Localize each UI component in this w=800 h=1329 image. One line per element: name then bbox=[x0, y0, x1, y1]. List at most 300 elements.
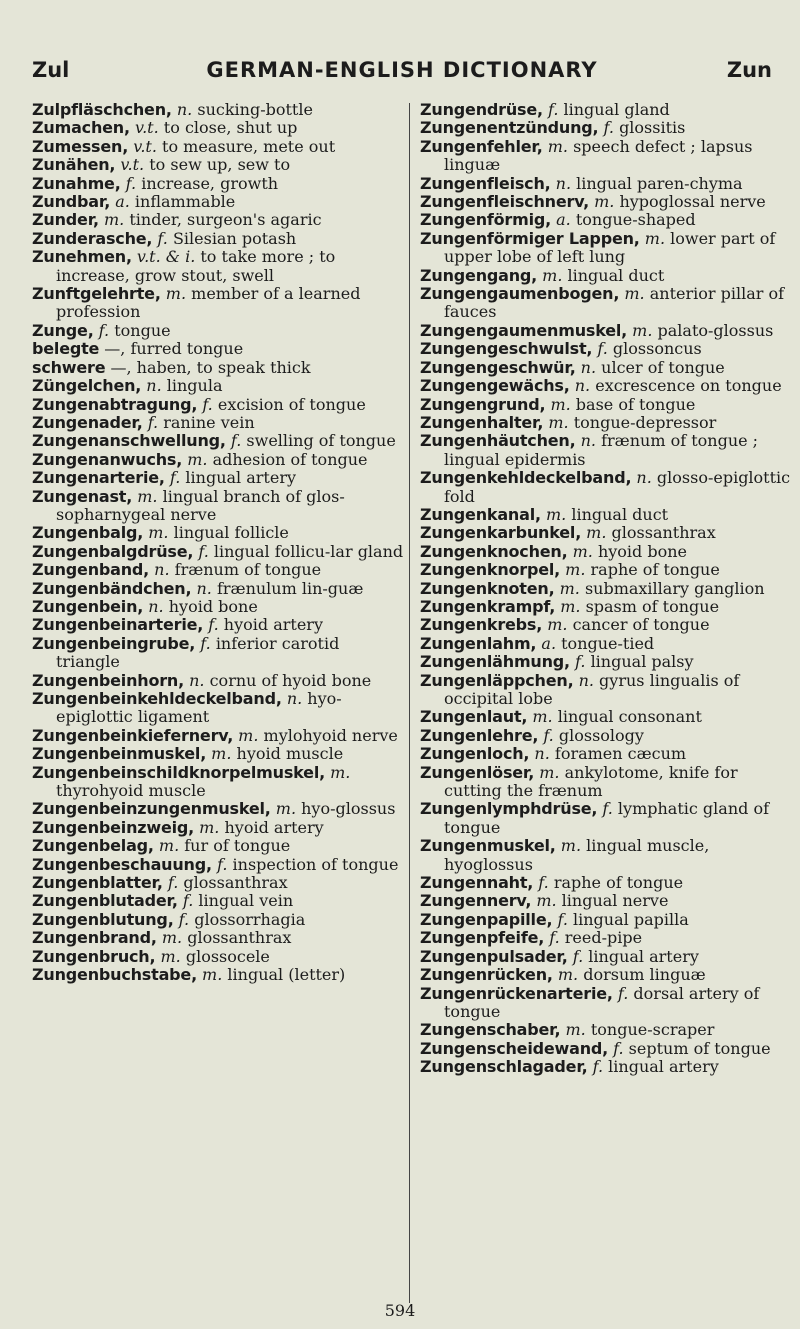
entry-definition: lingual palsy bbox=[590, 652, 694, 672]
dictionary-entry bbox=[420, 1021, 798, 1039]
entry-headword: Zungenbeinmuskel, bbox=[32, 744, 207, 764]
dictionary-entry bbox=[32, 248, 404, 285]
page-number: 594 bbox=[384, 1301, 416, 1320]
entry-definition: thyrohyoid muscle bbox=[56, 781, 206, 801]
entry-definition: lower part of upper lobe of left lung bbox=[444, 228, 776, 267]
dictionary-entry bbox=[420, 672, 798, 709]
entry-definition: hypoglossal nerve bbox=[619, 192, 766, 212]
entry-grammar: n. bbox=[574, 376, 591, 396]
dictionary-entry bbox=[420, 414, 798, 432]
entry-headword: Zunftgelehrte, bbox=[32, 284, 161, 304]
entry-definition: fur of tongue bbox=[184, 836, 291, 856]
entry-definition: lingual artery bbox=[588, 946, 699, 966]
entry-definition: inspection of tongue bbox=[232, 854, 399, 874]
dictionary-entry bbox=[420, 340, 798, 358]
dictionary-entry bbox=[420, 966, 798, 984]
entry-definition: to take more ; to increase, grow stout, swell bbox=[56, 247, 336, 285]
entry-headword: Zungenlähmung, bbox=[420, 652, 570, 672]
entry-headword: Zunähen, bbox=[32, 155, 116, 175]
entry-grammar: n. bbox=[580, 431, 596, 451]
left-column bbox=[32, 101, 404, 985]
entry-grammar: m. bbox=[199, 817, 220, 837]
entry-headword: Zungendrüse, bbox=[420, 100, 543, 119]
entry-definition: submaxillary ganglion bbox=[584, 578, 765, 598]
dictionary-entry bbox=[420, 598, 798, 616]
dictionary-entry bbox=[32, 488, 404, 525]
entry-definition: ranine vein bbox=[163, 412, 255, 432]
entry-headword: Zungenkrampf, bbox=[420, 596, 556, 616]
entry-definition: lingual artery bbox=[185, 468, 297, 488]
entry-headword: Zungenbeinarterie, bbox=[32, 615, 204, 635]
entry-headword: Zungenrücken, bbox=[420, 965, 553, 985]
entry-grammar: m. bbox=[560, 836, 582, 856]
dictionary-entry bbox=[420, 377, 798, 395]
entry-definition: ankylotome, knife for cutting the frænum bbox=[444, 762, 738, 801]
entry-headword: Zungenbeinzungenmuskel, bbox=[32, 799, 271, 819]
entry-grammar: m. bbox=[536, 891, 557, 911]
entry-definition: lingual duct bbox=[571, 504, 669, 524]
entry-headword: Zungenbruch, bbox=[32, 946, 156, 966]
entry-definition: glossanthrax bbox=[187, 928, 292, 948]
entry-grammar: f. bbox=[549, 928, 560, 948]
entry-headword: Zungenlöser, bbox=[420, 762, 535, 782]
dictionary-entry bbox=[420, 837, 798, 874]
entry-grammar: a. bbox=[556, 210, 571, 230]
dictionary-entry bbox=[32, 451, 404, 469]
entry-headword: Zungenknochen, bbox=[420, 541, 568, 561]
dictionary-entry bbox=[32, 543, 404, 561]
entry-grammar: f. bbox=[167, 873, 179, 893]
dictionary-entry bbox=[420, 708, 798, 726]
entry-headword: Zungenlaut, bbox=[420, 707, 528, 727]
entry-definition: excrescence on tongue bbox=[595, 376, 782, 396]
entry-definition: lingual gland bbox=[563, 100, 670, 119]
entry-grammar: v.t. bbox=[120, 155, 145, 175]
entry-headword: Zungenkrebs, bbox=[420, 615, 543, 635]
entry-grammar: m. bbox=[624, 284, 645, 304]
entry-definition: lingual duct bbox=[567, 265, 665, 285]
entry-definition: palato-glossus bbox=[657, 320, 774, 340]
entry-grammar: f. bbox=[543, 725, 554, 745]
entry-headword: schwere bbox=[32, 357, 106, 377]
entry-headword: Zungennerv, bbox=[420, 891, 532, 911]
dictionary-entry bbox=[420, 267, 798, 285]
entry-headword: Zungenentzündung, bbox=[420, 118, 599, 138]
dictionary-entry bbox=[32, 727, 404, 745]
dictionary-entry bbox=[32, 672, 404, 690]
dictionary-entry bbox=[420, 874, 798, 892]
dictionary-entry bbox=[420, 193, 798, 211]
dictionary-entry bbox=[32, 635, 404, 672]
dictionary-entry bbox=[420, 1058, 798, 1076]
entry-definition: tongue-depressor bbox=[573, 412, 717, 432]
dictionary-entry bbox=[420, 230, 798, 267]
entry-definition: glossanthrax bbox=[611, 523, 716, 543]
dictionary-entry bbox=[32, 892, 404, 910]
dictionary-entry bbox=[420, 561, 798, 579]
entry-definition: —, haben, to speak thick bbox=[110, 357, 311, 377]
entry-headword: Zungenpulsader, bbox=[420, 946, 568, 966]
entry-definition: lingual papilla bbox=[573, 909, 689, 929]
entry-headword: Zungennaht, bbox=[420, 873, 534, 893]
entry-definition: tongue-shaped bbox=[575, 210, 696, 230]
entry-definition: lingual follicu-lar gland bbox=[213, 541, 404, 561]
dictionary-entry bbox=[420, 138, 798, 175]
entry-grammar: f. bbox=[575, 652, 586, 672]
entry-definition: dorsal artery of tongue bbox=[444, 983, 760, 1021]
entry-headword: Zungenknorpel, bbox=[420, 560, 561, 580]
entry-headword: Zungenbeinhorn, bbox=[32, 670, 185, 690]
entry-grammar: n. bbox=[148, 596, 164, 616]
entry-grammar: f. bbox=[597, 339, 608, 359]
entry-definition: hyoid muscle bbox=[236, 744, 344, 764]
entry-grammar: f. bbox=[147, 412, 159, 432]
entry-headword: Zulpfläschchen, bbox=[32, 100, 172, 119]
running-header bbox=[32, 58, 772, 90]
entry-definition: cancer of tongue bbox=[572, 615, 710, 635]
dictionary-entry bbox=[420, 524, 798, 542]
dictionary-entry bbox=[32, 396, 404, 414]
entry-grammar: f. bbox=[602, 799, 613, 819]
dictionary-entry bbox=[32, 690, 404, 727]
entry-headword: Zungenarterie, bbox=[32, 468, 165, 488]
entry-grammar: m. bbox=[586, 523, 607, 543]
entry-definition: lingual nerve bbox=[561, 891, 669, 911]
entry-headword: belegte bbox=[32, 339, 100, 359]
dictionary-entry bbox=[420, 911, 798, 929]
dictionary-entry bbox=[32, 138, 404, 156]
entry-grammar: f. bbox=[613, 1038, 624, 1058]
entry-grammar: m. bbox=[148, 523, 169, 543]
entry-grammar: v.t. bbox=[133, 136, 157, 156]
entry-definition: frænum of tongue bbox=[174, 560, 322, 580]
entry-definition: lingual paren-chyma bbox=[576, 173, 743, 193]
entry-headword: Zunehmen, bbox=[32, 247, 132, 267]
entry-grammar: m. bbox=[330, 762, 351, 782]
entry-definition: hyoid artery bbox=[224, 817, 324, 837]
entry-headword: Zungenbändchen, bbox=[32, 578, 192, 598]
entry-headword: Zungenscheidewand, bbox=[420, 1038, 609, 1058]
entry-headword: Zungenlahm, bbox=[420, 633, 537, 653]
entry-grammar: m. bbox=[545, 504, 567, 524]
entry-grammar: v.t. bbox=[134, 118, 159, 138]
entry-definition: hyoid artery bbox=[223, 615, 323, 635]
dictionary-entry bbox=[420, 929, 798, 947]
dictionary-entry bbox=[32, 800, 404, 818]
dictionary-entry bbox=[420, 211, 798, 229]
dictionary-entry bbox=[32, 616, 404, 634]
entry-headword: Zungenast, bbox=[32, 486, 133, 506]
entry-headword: Zungenbelag, bbox=[32, 836, 154, 856]
entry-grammar: n. bbox=[189, 670, 205, 690]
entry-definition: glossoncus bbox=[612, 339, 702, 359]
dictionary-entry bbox=[420, 101, 798, 119]
entry-definition: to close, shut up bbox=[163, 118, 298, 138]
dictionary-entry bbox=[32, 837, 404, 855]
entry-headword: Zungengewächs, bbox=[420, 376, 570, 396]
entry-headword: Zungengaumenmuskel, bbox=[420, 320, 628, 340]
entry-grammar: f. bbox=[157, 228, 168, 248]
entry-definition: —, furred tongue bbox=[104, 339, 244, 359]
entry-definition: adhesion of tongue bbox=[212, 449, 368, 469]
entry-grammar: f. bbox=[547, 100, 559, 119]
entry-definition: mylohyoid nerve bbox=[263, 725, 398, 745]
entry-grammar: m. bbox=[550, 394, 571, 414]
entry-headword: Zungenbuchstabe, bbox=[32, 965, 197, 985]
entry-headword: Zungenlymphdrüse, bbox=[420, 799, 598, 819]
entry-grammar: n. bbox=[534, 744, 550, 764]
entry-grammar: a. bbox=[541, 633, 557, 653]
entry-grammar: n. bbox=[154, 560, 170, 580]
entry-grammar: f. bbox=[178, 909, 190, 929]
entry-headword: Zungenbeinzweig, bbox=[32, 817, 195, 837]
entry-grammar: m. bbox=[548, 412, 569, 432]
entry-definition: reed-pipe bbox=[564, 928, 643, 948]
entry-headword: Zungengang, bbox=[420, 265, 538, 285]
entry-definition: inferior carotid triangle bbox=[56, 633, 340, 672]
entry-grammar: f. bbox=[617, 983, 629, 1003]
entry-grammar: m. bbox=[565, 560, 586, 580]
entry-grammar: f. bbox=[557, 909, 568, 929]
entry-grammar: n. bbox=[580, 357, 597, 377]
entry-grammar: f. bbox=[98, 320, 110, 340]
dictionary-entry bbox=[32, 175, 404, 193]
entry-headword: Zungenbeinkehldeckelband, bbox=[32, 689, 282, 708]
entry-headword: Zungenblutader, bbox=[32, 891, 178, 911]
entry-headword: Zungenbrand, bbox=[32, 928, 157, 948]
dictionary-entry bbox=[32, 561, 404, 579]
dictionary-entry bbox=[420, 285, 798, 322]
entry-headword: Zungenfleischnerv, bbox=[420, 192, 589, 212]
dictionary-entry bbox=[32, 911, 404, 929]
entry-grammar: n. bbox=[555, 173, 572, 193]
entry-definition: glossorrhagia bbox=[194, 909, 306, 929]
entry-headword: Zungenanschwellung, bbox=[32, 431, 226, 451]
entry-grammar: f. bbox=[592, 1057, 604, 1077]
dictionary-entry bbox=[420, 175, 798, 193]
dictionary-entry bbox=[32, 745, 404, 763]
entry-definition: to sew up, sew to bbox=[149, 155, 291, 175]
entry-grammar: m. bbox=[275, 799, 297, 819]
entry-grammar: f. bbox=[200, 633, 211, 653]
dictionary-entry bbox=[32, 414, 404, 432]
entry-definition: tongue-tied bbox=[561, 633, 655, 653]
entry-definition: hyoid bone bbox=[168, 596, 258, 616]
entry-grammar: f. bbox=[208, 615, 219, 635]
entry-definition: lingual branch of glos-sopharnygeal nerve bbox=[56, 486, 345, 524]
entry-headword: Zungengeschwür, bbox=[420, 357, 576, 377]
dictionary-entry bbox=[420, 432, 798, 469]
entry-grammar: m. bbox=[644, 228, 666, 248]
entry-grammar: f. bbox=[230, 431, 242, 451]
header-title: GERMAN-ENGLISH DICTIONARY bbox=[206, 58, 598, 82]
entry-grammar: f. bbox=[538, 873, 549, 893]
entry-headword: Zungengrund, bbox=[420, 394, 546, 414]
entry-headword: Zundbar, bbox=[32, 192, 111, 212]
entry-definition: raphe of tongue bbox=[590, 560, 720, 580]
entry-definition: hyo-epiglottic ligament bbox=[56, 689, 342, 727]
entry-definition: gyrus lingualis of occipital lobe bbox=[444, 670, 740, 708]
entry-grammar: a. bbox=[115, 192, 130, 212]
dictionary-entry bbox=[32, 322, 404, 340]
entry-definition: dorsum linguæ bbox=[583, 965, 706, 985]
entry-grammar: m. bbox=[161, 928, 183, 948]
entry-grammar: f. bbox=[169, 468, 181, 488]
entry-definition: lymphatic gland of tongue bbox=[444, 799, 770, 837]
entry-grammar: f. bbox=[198, 541, 209, 561]
entry-definition: sucking-bottle bbox=[197, 100, 313, 119]
dictionary-entry bbox=[32, 211, 404, 229]
dictionary-entry bbox=[420, 616, 798, 634]
entry-headword: Zungenrückenarterie, bbox=[420, 983, 613, 1003]
entry-grammar: m. bbox=[202, 965, 223, 985]
entry-grammar: m. bbox=[557, 965, 579, 985]
entry-headword: Zungenförmig, bbox=[420, 210, 552, 230]
entry-definition: member of a learned profession bbox=[56, 284, 361, 322]
entry-grammar: n. bbox=[636, 468, 652, 488]
entry-grammar: f. bbox=[202, 394, 213, 414]
entry-grammar: n. bbox=[286, 689, 303, 708]
entry-grammar: v.t. & i. bbox=[136, 247, 196, 267]
entry-headword: Zungenknoten, bbox=[420, 578, 555, 598]
entry-headword: Zunderasche, bbox=[32, 228, 153, 248]
entry-grammar: m. bbox=[532, 707, 553, 727]
entry-grammar: m. bbox=[594, 192, 615, 212]
right-column bbox=[420, 101, 798, 1077]
entry-definition: tongue-scraper bbox=[590, 1020, 715, 1040]
entry-definition: Silesian potash bbox=[172, 228, 297, 248]
dictionary-entry bbox=[32, 285, 404, 322]
entry-headword: Zungenförmiger Lappen, bbox=[420, 228, 640, 248]
entry-definition: glossology bbox=[558, 725, 644, 745]
entry-headword: Zumachen, bbox=[32, 118, 130, 138]
entry-definition: ulcer of tongue bbox=[601, 357, 725, 377]
dictionary-entry bbox=[32, 948, 404, 966]
entry-headword: Zungenbalg, bbox=[32, 523, 144, 543]
entry-grammar: n. bbox=[146, 376, 162, 396]
dictionary-entry bbox=[420, 322, 798, 340]
entry-definition: spasm of tongue bbox=[585, 596, 720, 616]
entry-headword: Zungenhalter, bbox=[420, 412, 544, 432]
entry-definition: raphe of tongue bbox=[553, 873, 684, 893]
entry-definition: frænulum lin-guæ bbox=[216, 578, 364, 598]
dictionary-entry bbox=[420, 359, 798, 377]
dictionary-entry bbox=[32, 119, 404, 137]
sub-entry bbox=[32, 340, 404, 358]
entry-grammar: m. bbox=[187, 449, 208, 469]
entry-headword: Zungenanwuchs, bbox=[32, 449, 183, 469]
dictionary-entry bbox=[420, 469, 798, 506]
dictionary-entry bbox=[32, 966, 404, 984]
dictionary-entry bbox=[32, 524, 404, 542]
dictionary-entry bbox=[32, 230, 404, 248]
entry-definition: glosso-epiglottic fold bbox=[444, 468, 791, 506]
entry-grammar: f. bbox=[182, 891, 194, 911]
entry-headword: Zunge, bbox=[32, 320, 94, 340]
entry-headword: Zungenkehldeckelband, bbox=[420, 468, 632, 488]
entry-grammar: m. bbox=[158, 836, 180, 856]
entry-headword: Zungengeschwulst, bbox=[420, 339, 593, 359]
entry-headword: Zungenbeschauung, bbox=[32, 854, 212, 874]
entry-grammar: m. bbox=[238, 725, 259, 745]
column-divider bbox=[409, 103, 410, 1303]
entry-grammar: f. bbox=[125, 173, 137, 193]
entry-grammar: n. bbox=[196, 578, 212, 598]
entry-definition: excision of tongue bbox=[217, 394, 366, 414]
entry-definition: lingual artery bbox=[608, 1057, 719, 1077]
dictionary-entry bbox=[420, 892, 798, 910]
entry-headword: Zumessen, bbox=[32, 136, 129, 156]
sub-entry bbox=[32, 359, 404, 377]
dictionary-entry bbox=[420, 1040, 798, 1058]
entry-definition: lingual consonant bbox=[557, 707, 702, 727]
dictionary-entry bbox=[32, 764, 404, 801]
dictionary-entry bbox=[420, 396, 798, 414]
entry-grammar: f. bbox=[216, 854, 228, 874]
entry-grammar: m. bbox=[104, 210, 125, 230]
entry-definition: base of tongue bbox=[575, 394, 696, 414]
entry-headword: Zungenader, bbox=[32, 412, 143, 432]
entry-headword: Zungenfehler, bbox=[420, 136, 543, 156]
entry-grammar: m. bbox=[559, 578, 580, 598]
dictionary-entry bbox=[420, 543, 798, 561]
entry-definition: hyo-glossus bbox=[301, 799, 396, 819]
entry-definition: frænum of tongue ; lingual epidermis bbox=[444, 431, 759, 469]
entry-headword: Zungengaumenbogen, bbox=[420, 284, 620, 304]
entry-headword: Zungenfleisch, bbox=[420, 173, 551, 193]
entry-grammar: n. bbox=[578, 670, 594, 690]
entry-definition: lingual vein bbox=[198, 891, 294, 911]
dictionary-entry bbox=[420, 764, 798, 801]
dictionary-entry bbox=[420, 745, 798, 763]
entry-headword: Zungenhäutchen, bbox=[420, 431, 576, 451]
entry-headword: Zunahme, bbox=[32, 173, 121, 193]
entry-headword: Zungenmuskel, bbox=[420, 836, 556, 856]
entry-headword: Zungenblutung, bbox=[32, 909, 174, 929]
dictionary-entry bbox=[32, 193, 404, 211]
header-left-guideword: Zul bbox=[32, 58, 70, 82]
dictionary-entry bbox=[420, 800, 798, 837]
entry-definition: anterior pillar of fauces bbox=[444, 284, 785, 322]
dictionary-entry bbox=[32, 101, 404, 119]
entry-definition: septum of tongue bbox=[628, 1038, 771, 1058]
entry-headword: Zungenblatter, bbox=[32, 873, 163, 893]
dictionary-entry bbox=[32, 598, 404, 616]
entry-grammar: m. bbox=[547, 615, 568, 635]
entry-definition: inflammable bbox=[134, 192, 236, 212]
entry-grammar: f. bbox=[572, 946, 584, 966]
entry-definition: glossocele bbox=[185, 946, 270, 966]
entry-definition: lingual (letter) bbox=[227, 965, 346, 985]
dictionary-entry bbox=[32, 874, 404, 892]
dictionary-entry bbox=[32, 580, 404, 598]
entry-definition: glossanthrax bbox=[183, 873, 288, 893]
entry-grammar: m. bbox=[160, 946, 181, 966]
entry-definition: foramen cæcum bbox=[554, 744, 687, 764]
entry-headword: Zungenband, bbox=[32, 560, 150, 580]
dictionary-entry bbox=[420, 653, 798, 671]
entry-headword: Zungenbeinschildknorpelmuskel, bbox=[32, 762, 325, 782]
dictionary-entry bbox=[32, 432, 404, 450]
dictionary-entry bbox=[420, 506, 798, 524]
entry-grammar: m. bbox=[565, 1020, 586, 1040]
entry-grammar: m. bbox=[211, 744, 232, 764]
entry-headword: Zungenbeinkiefernerv, bbox=[32, 725, 234, 745]
entry-headword: Zungenbalgdrüse, bbox=[32, 541, 194, 561]
entry-grammar: m. bbox=[137, 486, 158, 506]
entry-definition: to measure, mete out bbox=[162, 136, 336, 156]
dictionary-entry bbox=[420, 985, 798, 1022]
